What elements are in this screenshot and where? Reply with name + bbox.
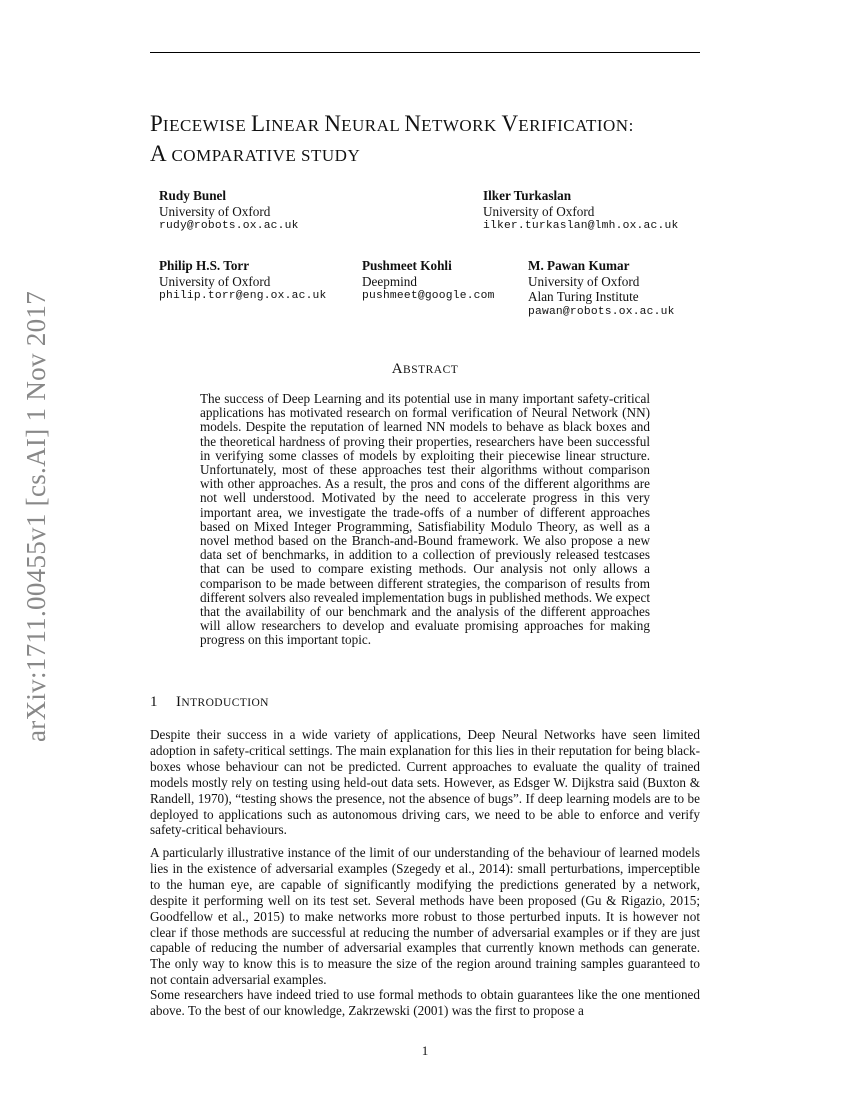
- section-title-rest: NTRODUCTION: [181, 697, 269, 709]
- page-number: 1: [421, 1043, 429, 1058]
- author-affiliation: Deepmind: [362, 273, 417, 289]
- title-line-2: A COMPARATIVE STUDY: [150, 141, 361, 166]
- author-affiliation: Alan Turing Institute: [528, 289, 639, 304]
- section-title-cap: I: [176, 694, 182, 710]
- author-affiliation: University of Oxford: [528, 273, 640, 289]
- section-heading: [150, 694, 269, 711]
- author-block: [362, 258, 495, 305]
- intro-paragraph-3: Some researchers have indeed tried to use formal methods to obtain guarantees like the one mentioned above. To the best of our knowledge, Zakrzewski (2001) was the first to propose a: [150, 987, 700, 1018]
- author-email[interactable]: pawan@robots.ox.ac.uk: [528, 305, 675, 318]
- author-email[interactable]: philip.torr@eng.ox.ac.uk: [159, 290, 327, 302]
- author-block: [528, 258, 675, 320]
- author-affiliation: University of Oxford: [159, 273, 271, 289]
- abstract-heading: ABSTRACT: [391, 361, 459, 377]
- author-name: Ilker Turkaslan: [483, 188, 572, 203]
- intro-paragraph-1: Despite their success in a wide variety of applications, Deep Neural Networks have seen limited adoption in safety-critical settings. The main explanation for this lies in their reputation for being black-boxes whose behaviour can not be predicted. Current approaches to evaluate the quality of trained models mostly rely on testing using held-out data sets. However, as Edsger W. Dijkstra said (Buxton & Randell, 1970), “testing shows the presence, not the absence of bugs”. If deep learning models are to be deployed to applications such as autonomous driving cars, we need to be able to enforce and verify safety-critical behaviours.: [150, 727, 700, 838]
- author-name: Philip H.S. Torr: [159, 258, 250, 273]
- author-email[interactable]: ilker.turkaslan@lmh.ox.ac.uk: [483, 220, 679, 232]
- author-affiliation: University of Oxford: [159, 203, 271, 219]
- author-name: M. Pawan Kumar: [528, 258, 630, 273]
- author-name: Rudy Bunel: [159, 188, 227, 203]
- title-line-1: PIECEWISE LINEAR NEURAL NETWORK VERIFICATION:: [150, 111, 634, 136]
- author-block: [483, 188, 678, 235]
- paper-title: [150, 110, 770, 170]
- author-email[interactable]: rudy@robots.ox.ac.uk: [159, 220, 299, 232]
- intro-paragraph-2: A particularly illustrative instance of the limit of our understanding of the behaviour of learned models lies in the existence of adversarial examples (Szegedy et al., 2014): small perturbations, imperceptible to the human eye, are capable of significantly modifying the predictions generated by a network, despite it performing well on its test set. Several methods have been proposed (Gu & Rigazio, 2015; Goodfellow et al., 2015) to make networks more robust to those perturbed inputs. It is however not clear if those methods are successful at reducing the number of adversarial examples or if they are just capable of reducing the number of adversarial examples that currently known methods can generate. The only way to know this is to measure the size of the region around training samples guaranteed to not contain adversarial examples.: [150, 845, 700, 988]
- top-rule: [150, 52, 700, 53]
- author-email[interactable]: pushmeet@google.com: [362, 290, 495, 302]
- abstract-text: The success of Deep Learning and its potential use in many important safety-critical applications has motivated research on formal verification of Neural Network (NN) models. Despite the reputation of learned NN models to behave as black boxes and the theoretical hardness of proving their properties, researchers have been successful in verifying some classes of models by exploiting their piecewise linear structure. Unfortunately, most of these approaches test their algorithms without comparison with other approaches. As a result, the pros and cons of the different algorithms are not well understood. Motivated by the need to accelerate progress in this very important area, we investigate the trade-offs of a number of different approaches based on Mixed Integer Programming, Satisfiability Modulo Theory, as well as a novel method based on the Branch-and-Bound framework. We also propose a new data set of benchmarks, in addition to a collection of previously released testcases that can be used to compare existing methods. Our analysis not only allows a comparison to be made between different strategies, the comparison of results from different solvers also revealed implementation bugs in published methods. We expect that the availability of our benchmark and the analysis of the different approaches will allow researchers to develop and evaluate promising approaches for making progress on this important topic.: [200, 391, 651, 648]
- author-block: [159, 188, 299, 235]
- author-block: [159, 258, 327, 305]
- arxiv-stamp: arXiv:1711.00455v1 [cs.AI] 1 Nov 2017: [21, 290, 51, 742]
- section-number: 1: [150, 694, 158, 710]
- author-name: Pushmeet Kohli: [362, 258, 452, 273]
- author-affiliation: University of Oxford: [483, 203, 595, 219]
